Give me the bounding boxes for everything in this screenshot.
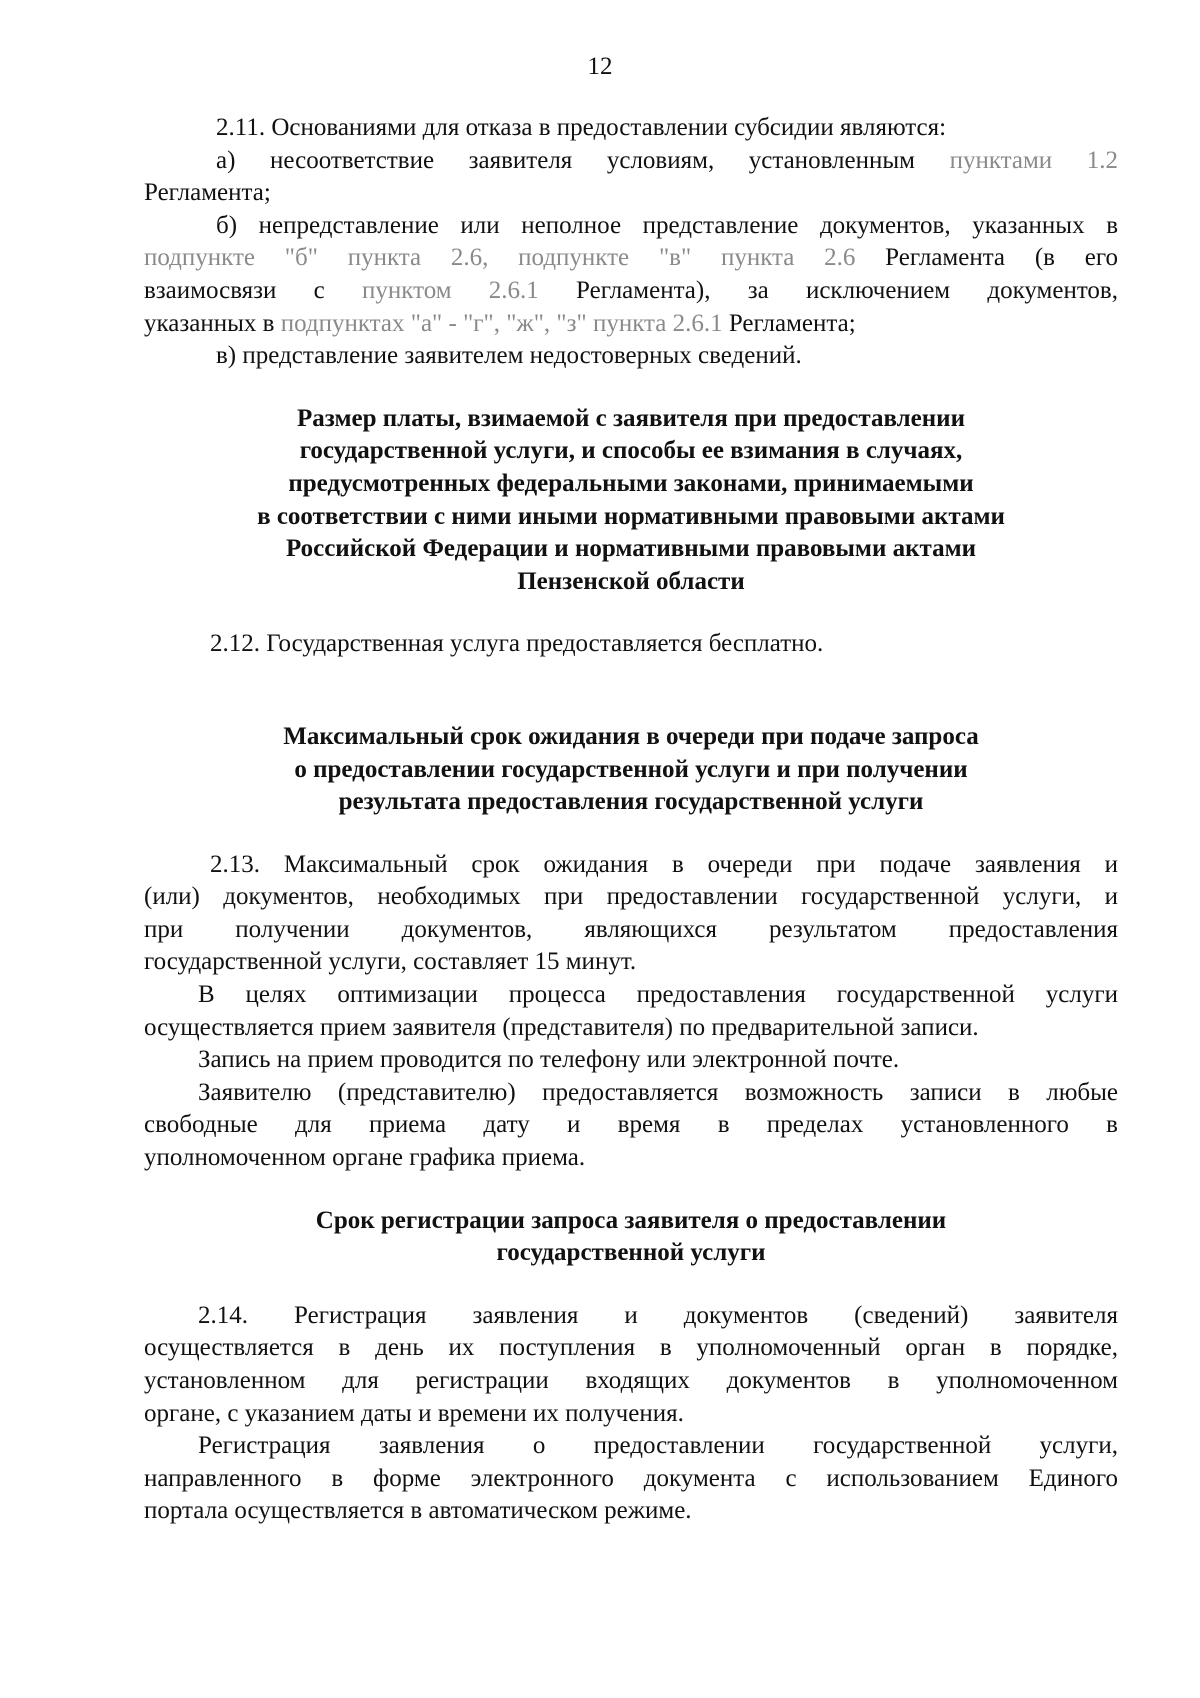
- paragraph-2-14-line-1: 2.14. Регистрация заявления и документов (сведений) заявителя: [198, 1301, 1118, 1329]
- heading-queue-line-2: о предоставлении государственной услуги и при получении: [294, 755, 968, 783]
- section-2-13: [144, 849, 1118, 1175]
- heading-fee-line-6: Пензенской области: [517, 567, 745, 595]
- paragraph-applicant-line-3: уполномоченном органе графика приема.: [144, 1144, 586, 1172]
- paragraph-2-13-line-1: 2.13. Максимальный срок ожидания в очереди при подаче заявления и: [210, 850, 1118, 878]
- paragraph-electronic-line-3: портала осуществляется в автоматическом режиме.: [144, 1497, 692, 1525]
- spacer: [144, 819, 1118, 849]
- link-punkt-1-2[interactable]: пунктами 1.2: [949, 146, 1118, 174]
- item-b-text-2: Регламента (в его: [855, 244, 1118, 272]
- paragraph-appointment: Запись на прием проводится по телефону или электронной почте.: [198, 1046, 900, 1074]
- document-body: [144, 112, 1118, 1528]
- spacer: [144, 373, 1118, 403]
- item-b-line-1: б) непредставление или неполное представление документов, указанных в: [216, 211, 1118, 239]
- heading-fee-line-4: в соответствии с ними иными нормативными правовыми актами: [257, 502, 1005, 530]
- heading-queue-line-3: результата предоставления государственной услуги: [338, 788, 924, 816]
- paragraph-2-11-intro: 2.11. Основаниями для отказа в предоставлении субсидии являются:: [216, 114, 947, 141]
- heading-fee-line-1: Размер платы, взимаемой с заявителя при предоставлении: [297, 404, 965, 432]
- paragraph-2-12: 2.12. Государственная услуга предоставляется бесплатно.: [210, 630, 824, 658]
- section-2-11: [144, 112, 1118, 373]
- item-a-line-2: Регламента;: [144, 179, 271, 207]
- paragraph-applicant-line-2: свободные для приема дату и время в пределах установленного в: [144, 1111, 1118, 1139]
- paragraph-electronic-line-1: Регистрация заявления о предоставлении государственной услуги,: [198, 1432, 1118, 1460]
- heading-queue-line-1: Максимальный срок ожидания в очереди при подаче запроса: [283, 722, 979, 750]
- spacer: [144, 661, 1118, 721]
- link-punkt-2-6-1[interactable]: пунктом 2.6.1: [362, 276, 539, 304]
- heading-registration-line-1: Срок регистрации запроса заявителя о предоставлении: [315, 1206, 947, 1234]
- section-heading-fee: [144, 403, 1118, 599]
- item-b-text-3b: Регламента), за исключением документов,: [538, 276, 1118, 304]
- section-heading-registration: [144, 1205, 1118, 1270]
- paragraph-2-14-line-2: осуществляется в день их поступления в уполномоченный орган в порядке,: [144, 1334, 1118, 1362]
- paragraph-2-13-line-4: государственной услуги, составляет 15 минут.: [144, 948, 637, 976]
- section-heading-queue: [144, 721, 1118, 819]
- page-number: 12: [587, 53, 613, 80]
- heading-registration-line-2: государственной услуги: [496, 1239, 766, 1267]
- item-b-line-4: [144, 308, 1118, 341]
- heading-fee-line-3: предусмотренных федеральными законами, принимаемыми: [288, 469, 974, 497]
- paragraph-electronic-line-2: направленного в форме электронного документа с использованием Единого: [144, 1464, 1118, 1492]
- section-2-14: [144, 1300, 1118, 1528]
- item-b-line-3: [144, 275, 1118, 308]
- paragraph-optimization-line-2: осуществляется прием заявителя (представителя) по предварительной записи.: [144, 1013, 979, 1041]
- item-a-text: а) несоответствие заявителя условиям, установленным: [216, 146, 950, 174]
- spacer: [144, 1175, 1118, 1205]
- link-subpunkt-b-v[interactable]: подпункте "б" пункта 2.6, подпункте "в" пункта 2.6: [144, 244, 856, 272]
- paragraph-2-14-line-3: установленном для регистрации входящих документов в уполномоченном: [144, 1367, 1118, 1394]
- heading-fee-line-2: государственной услуги, и способы ее взимания в случаях,: [299, 437, 963, 465]
- spacer: [144, 598, 1118, 628]
- section-2-12: [144, 628, 1118, 661]
- paragraph-2-13-line-3: при получении документов, являющихся результатом предоставления: [144, 915, 1118, 943]
- link-subpunkty-a-g-zh-z[interactable]: подпунктах "а" - "г", "ж", "з" пункта 2.6.1: [280, 309, 723, 337]
- item-b-text-4a: указанных в: [144, 309, 281, 337]
- item-a-line-1: [144, 145, 1118, 178]
- spacer: [144, 1270, 1118, 1300]
- paragraph-optimization-line-1: В целях оптимизации процесса предоставления государственной услуги: [198, 981, 1118, 1009]
- item-b-line-2: [144, 242, 1118, 275]
- paragraph-2-13-line-2: (или) документов, необходимых при предоставлении государственной услуги, и: [144, 883, 1118, 911]
- item-b-text-3a: взаимосвязи с: [144, 276, 363, 304]
- item-b-text-4b: Регламента;: [722, 309, 856, 337]
- item-v-line: в) представление заявителем недостоверных сведений.: [216, 342, 802, 370]
- paragraph-2-14-line-4: органе, с указанием даты и времени их получения.: [144, 1399, 684, 1427]
- heading-fee-line-5: Российской Федерации и нормативными правовыми актами: [285, 535, 977, 563]
- paragraph-applicant-line-1: Заявителю (представителю) предоставляется возможность записи в любые: [198, 1078, 1118, 1106]
